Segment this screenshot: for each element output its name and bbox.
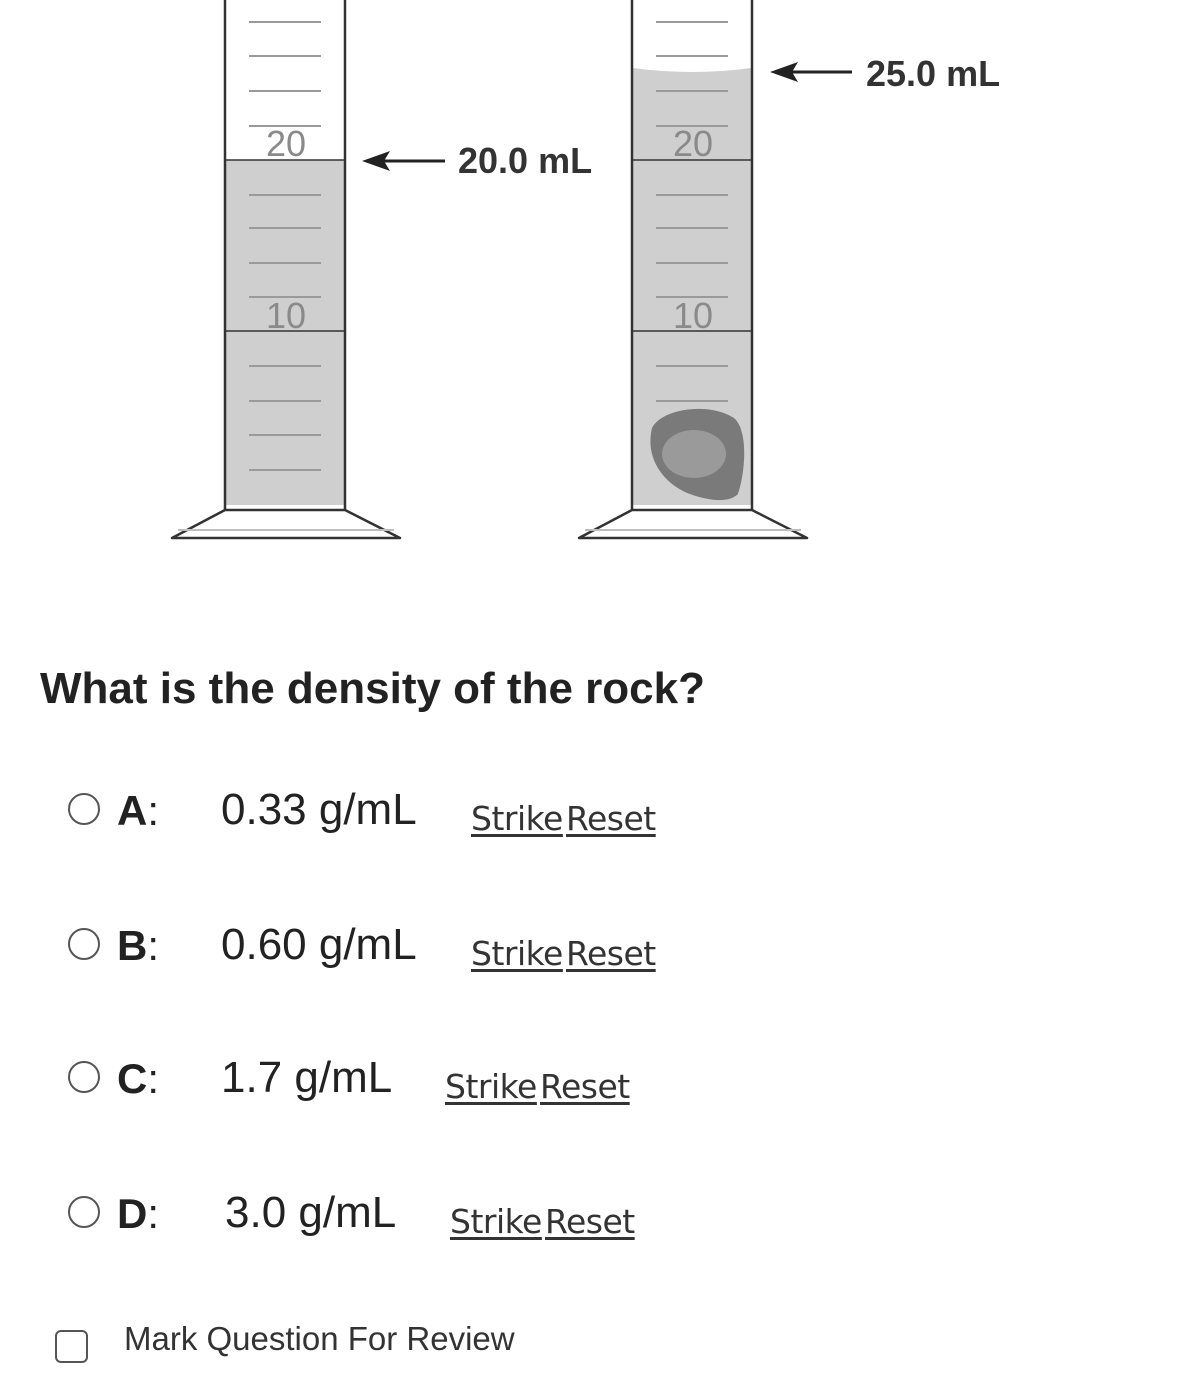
choice-d-letter: D: <box>117 1190 160 1237</box>
cylinder-left-base <box>172 510 400 538</box>
cylinder-left-tick-10: 10 <box>265 295 307 336</box>
choice-a-value: 0.33 g/mL <box>221 785 417 834</box>
choice-d-radio[interactable] <box>68 1196 100 1228</box>
cylinder-right-base <box>579 510 807 538</box>
choice-c-reset-link[interactable]: Reset <box>540 1067 630 1106</box>
cylinders-figure <box>0 0 1178 600</box>
question-text: What is the density of the rock? <box>40 664 705 713</box>
reading-right-label: 25.0 mL <box>866 53 1001 94</box>
choice-c-value: 1.7 g/mL <box>221 1053 393 1102</box>
choice-c-radio[interactable] <box>68 1061 100 1093</box>
choice-b-reset-link[interactable]: Reset <box>566 934 656 973</box>
choice-b[interactable] <box>68 922 768 972</box>
reading-arrow-left <box>362 140 592 181</box>
choice-c[interactable] <box>68 1055 768 1105</box>
cylinder-left <box>172 0 400 538</box>
mark-review-checkbox[interactable] <box>55 1330 88 1363</box>
cylinder-right <box>579 0 807 538</box>
choice-a[interactable] <box>68 787 768 837</box>
choice-c-letter: C: <box>117 1055 160 1102</box>
choice-d-strike-link[interactable]: Strike <box>450 1202 542 1241</box>
choice-d-value: 3.0 g/mL <box>225 1188 397 1237</box>
cylinder-right-tick-20: 20 <box>672 123 714 164</box>
cylinder-left-tick-20: 20 <box>265 123 307 164</box>
choice-d-reset-link[interactable]: Reset <box>545 1202 635 1241</box>
reading-arrow-right <box>770 53 1000 94</box>
choice-b-value: 0.60 g/mL <box>221 920 417 969</box>
reading-left-label: 20.0 mL <box>458 140 593 181</box>
choice-b-letter: B: <box>117 922 160 969</box>
choice-a-radio[interactable] <box>68 793 100 825</box>
choice-a-strike-link[interactable]: Strike <box>471 799 563 838</box>
choice-a-letter: A: <box>117 787 160 834</box>
choice-c-strike-link[interactable]: Strike <box>445 1067 537 1106</box>
choice-b-strike-link[interactable]: Strike <box>471 934 563 973</box>
choice-b-radio[interactable] <box>68 928 100 960</box>
choice-a-reset-link[interactable]: Reset <box>566 799 656 838</box>
cylinder-right-tick-10: 10 <box>672 295 714 336</box>
choice-d[interactable] <box>68 1190 768 1240</box>
mark-review-label: Mark Question For Review <box>124 1320 515 1357</box>
